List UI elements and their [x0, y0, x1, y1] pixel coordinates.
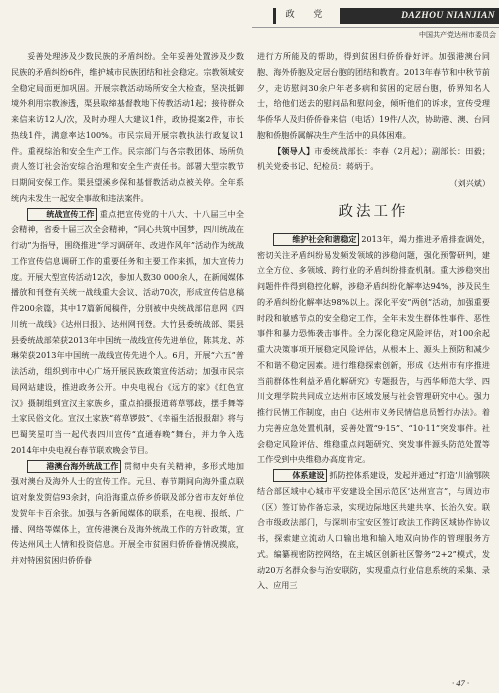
section-title: 政法工作 [338, 203, 409, 220]
paragraph-leaders [257, 144, 490, 176]
paragraph-text: 重点把宣传党的十八大、十八届三中全会精神，省委十届三次全会精神，“同心共筑中国梦，四川统战在行动”为指导，围绕推进“学习调研年、改进作风年”活动作为统战工作宣传信息调研工作的重要任务和主要工作来抓，加大宣传力度。开展大型宣传活动12次，参加人数30 000余人，在新闻媒体播放和刊登有关统一战线重大会议、活动70次，形成宣传信息稿件200余篇，其中17篇新闻稿件，分别被中央统战部信息网《四川统一战线》《达州日报》、达州网刊登。大竹县委统战部、渠县县委统战部荣获2013年中国统一战线宣传先进单位，陈其龙、苏琳荣获2013年中国统一战线宣传先进个人。6月，开展“六五”普法活动，组织到市中心广场开展民族政策宣传活动；加强市民宗局网站建设，推进政务公开。中央电视台《远方的家》《红色宣汉》摄制组到宣汉主家族乡，重点拍摄报道蒋草鄂歧，摆手舞等土家民俗文化。宣汉土家族“蒋草锣鼓”、《幸福生活报报甜》将与巴蜀笑星叮当一起代表四川宣传“直通春晚”舞台，并力争入选2014年中央电视台春节联欢晚会节目。 [11, 208, 244, 455]
paragraph-text: 市委统战部长：李春（2月起）；副部长：田毅；机关党委书记、纪检员：蒋炳于。 [257, 145, 490, 172]
keyword-overseas-work: 港澳台海外统战工作 [27, 460, 121, 473]
keyword-leaders: 【领导人】 [273, 146, 315, 156]
paragraph-system-building [257, 468, 490, 594]
header-section-label: 政 党 [276, 7, 340, 24]
paragraph-continued: 进行方所能及的帮助，得到贫困归侨侨眷好评。加强港澳台同胞、海外侨胞及定居台胞的团结和教育。2013年春节和中秋节前夕，走访慰问30余户年老多病和贫困的定居台胞，侨界知名人士，给他们送去的慰问品和慰问金，倾听他们的诉求，宣传受理华侨华人及归侨侨眷来信（电话）19件/人次，协助港、澳、台同胞和侨胞侨属解决生产生活中的具体困难。 [257, 51, 490, 140]
paragraph-text: 贯彻中央有关精神，多形式地加强对澳台及海外人士的宣传工作。元旦、春节期间向海外重点联谊对象发贺信93余封，向沿海重点侨乡侨联及部分省市友好单位发贺年卡百余张。加强与各新闻媒体的联系，在电视、报纸、广播、网络等媒体上，宣传港澳台及海外统战工作的方针政策，宣传达州风土人情和投资信息。开展全市贫困归侨侨眷情况摸底，并对特困贫困归侨侨眷 [11, 460, 244, 565]
paragraph-social-stability [257, 232, 490, 468]
header-journal-title: DAZHOU NIANJIAN [401, 11, 495, 21]
page-header [0, 0, 499, 44]
left-column [11, 49, 244, 569]
paragraph-text: 抓防控体系建设，发起并通过“打造‘川渝鄂陕结合部区域中心城市平安建设全国示范区’达州宣言”，与周边市（区）签订协作备忘录，实现边际地区共建共享、长治久安。联合市级政法部门，与深圳市宝安区签订政法工作跨区域协作协议书，探索建立流动人口输出地和输入地双向协作的管理服务方式。编纂视密防控网络，在主城区创新社区警务“2+2”模式，发动20万名群众参与治安联防，实现重点行业信息系统的采集、录入、应用三 [257, 470, 490, 591]
right-column [257, 49, 490, 594]
keyword-united-front-publicity: 统战宣传工作 [27, 208, 97, 221]
keyword-social-stability: 维护社会和谐稳定 [273, 233, 359, 246]
header-rule [252, 27, 499, 28]
paragraph-ethnic-religious-affairs: 妥善处理涉及少数民族的矛盾纠纷。全年妥善处置涉及少数民族的矛盾纠纷6件，维护城市民族团结和社会稳定。宗教领域安全稳定局面更加巩固。开展宗教活动场所安全大检查，坚决抵御境外利用宗教渗透，渠县取缔基督教地下传教活动1起；接待群众来信来访12人/次，及时办理人大建议1件，政协提案2件，市长热线1件，满意率达100%。市民宗局开展宗教执法行政复议1件。重视综治和安全生产工作。民宗部门与各宗教团体、场所负责人签订社会治安综合治理和安全生产责任书。部署大型宗教节日期间安保工作。渠县望溪乡保和基督教活动点被关停。全年系统内未发生一起安全事故和违法案件。 [11, 51, 244, 203]
header-subtitle: 中国共产党达州市委员会 [419, 31, 496, 39]
keyword-system-building: 体系建设 [273, 469, 327, 482]
author-credit: （刘兴斌） [449, 178, 490, 188]
page-number: · 47 · [452, 678, 469, 688]
paragraph-text: 2013年，竭力推进矛盾排查调处，密切关注矛盾纠纷易发频发领域的涉稳问题，强化预警研判，建立全方位、多领域、跨行业的矛盾纠纷排查机制。重大涉稳突出问题件件得到稳控化解，涉稳矛盾纠纷化解率达94%，涉及民生的矛盾纠纷化解率达98%以上。深化平安“两创”活动，加强重要时段和敏感节点的安全稳定工作，全年未发生群体性事件、恶性事件和暴力恐怖袭击事件。全力深化稳定风险评估，对100余起重大决策事项开展稳定风险评估，从根本上、源头上预防和减少不和谐不稳定因素。进行维稳探索创新，形成《达州市有序推进当前群体性利益矛盾化解研究》专题报告，与西华师范大学、四川文理学院共同成立达州市区域发展与社会管理研究中心。强力推行民情工作制度，由白《达州市义务民情信息员暂行办法》。着力完善应急处置机制，妥善处置“9·15”、“10·11”突发事件。社会稳定风险评估、维稳重点问题研究、突发事件源头防范处置等工作受到中央维稳办高度肯定。 [257, 233, 490, 465]
paragraph-overseas-work [11, 459, 244, 569]
paragraph-united-front-publicity [11, 207, 244, 459]
